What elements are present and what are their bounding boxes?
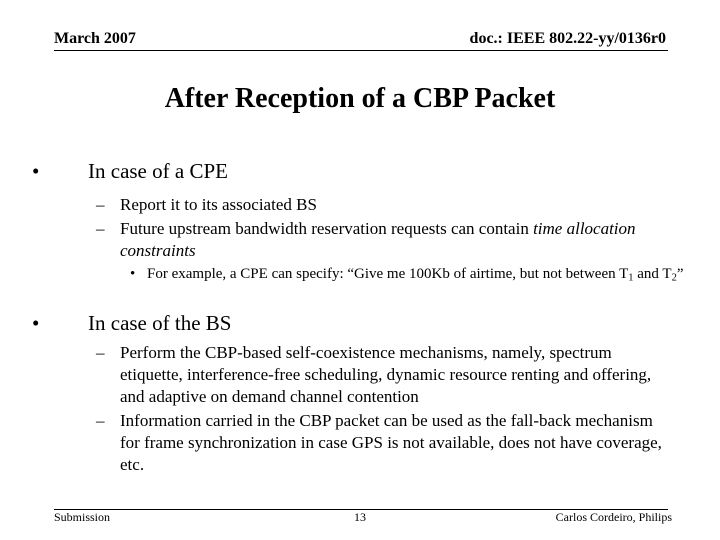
footer-author: Carlos Cordeiro, Philips (555, 510, 672, 524)
subscript-1: 1 (628, 272, 634, 284)
sub-bullet-perform-text: Perform the CBP-based self-coexistence mechanisms, namely, spectrum etiquette, interference-free scheduling, dynamic resource renting and offering, and adaptive on demand channel contention (120, 343, 652, 406)
example-text-before: For example, a CPE can specify: “Give me 100Kb of airtime, but not between T (147, 266, 629, 282)
example-text-after: ” (676, 266, 684, 282)
sub-bullet-information-text: Information carried in the CBP packet can be used as the fall-back mechanism for frame synchronization in case GPS is not available, does not have coverage, etc. (120, 411, 662, 474)
dash-icon: – (96, 343, 105, 362)
sub-bullet-information (96, 410, 666, 476)
sub-bullet-report-text: Report it to its associated BS (120, 195, 317, 214)
footer-page-number: 13 (354, 510, 366, 524)
footer-submission: Submission (54, 510, 111, 524)
dash-icon: – (96, 195, 105, 214)
slide-title: After Reception of a CBP Packet (164, 83, 556, 114)
dash-icon: – (96, 411, 105, 430)
bullet-icon: • (32, 311, 40, 335)
dash-icon: – (96, 219, 105, 238)
example-text (147, 265, 690, 288)
sub-bullet-future (96, 218, 676, 262)
bullet-icon: • (32, 159, 40, 183)
header-rule (54, 50, 668, 51)
header-doc-id: doc.: IEEE 802.22-yy/0136r0 (469, 30, 666, 47)
example-text-mid: and T (633, 266, 672, 282)
bullet-bs-text: In case of the BS (88, 311, 232, 335)
bullet-cpe-text: In case of a CPE (88, 159, 228, 183)
future-text-plain: Future upstream bandwidth reservation requests can contain (120, 219, 534, 238)
dot-icon: • (130, 266, 136, 282)
example-bullet (130, 265, 690, 288)
sub-bullet-perform (96, 342, 666, 408)
future-text-italic: time allocation constraints (120, 219, 636, 260)
subscript-2: 2 (671, 272, 677, 284)
sub-bullet-future-text (120, 218, 676, 262)
header-date: March 2007 (54, 30, 136, 47)
sub-bullet-report (96, 194, 676, 216)
